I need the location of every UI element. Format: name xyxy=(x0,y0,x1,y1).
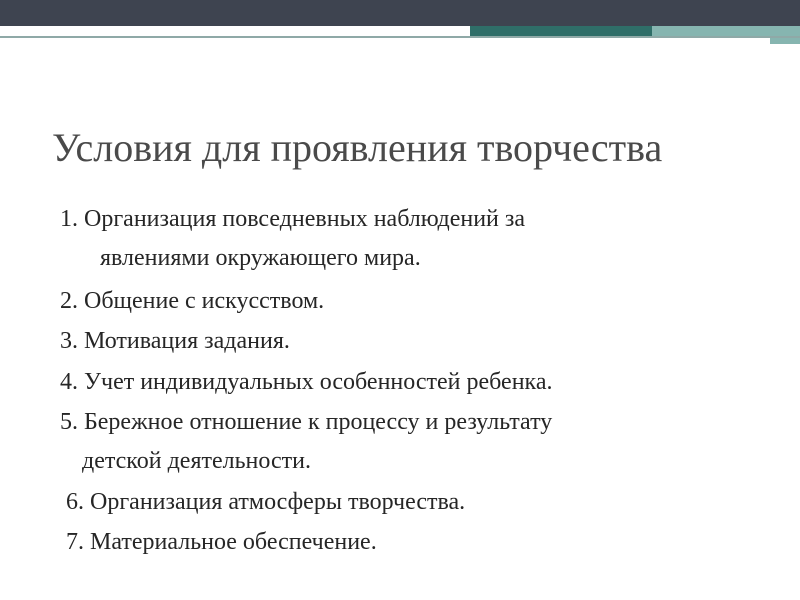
condition-item-4: 4. Учет индивидуальных особенностей ребенка. xyxy=(60,369,553,395)
accent-bar-dark xyxy=(470,26,652,36)
condition-item-7: 7. Материальное обеспечение. xyxy=(66,529,377,555)
condition-item-5-line1: 5. Бережное отношение к процессу и результату xyxy=(60,409,553,435)
condition-item-5-line2: детской деятельности. xyxy=(82,448,311,474)
slide-title: Условия для проявления творчества xyxy=(52,125,663,170)
condition-item-6: 6. Организация атмосферы творчества. xyxy=(66,489,466,515)
condition-item-1-line2: явлениями окружающего мира. xyxy=(100,245,421,271)
condition-item-2: 2. Общение с искусством. xyxy=(60,288,325,314)
header-band xyxy=(0,0,800,26)
condition-item-5 xyxy=(60,403,552,481)
accent-line xyxy=(0,36,800,38)
condition-item-1-line1: 1. Организация повседневных наблюдений за xyxy=(60,206,526,232)
condition-item-3: 3. Мотивация задания. xyxy=(60,328,290,354)
condition-item-1 xyxy=(60,200,525,278)
accent-cap xyxy=(770,26,800,44)
